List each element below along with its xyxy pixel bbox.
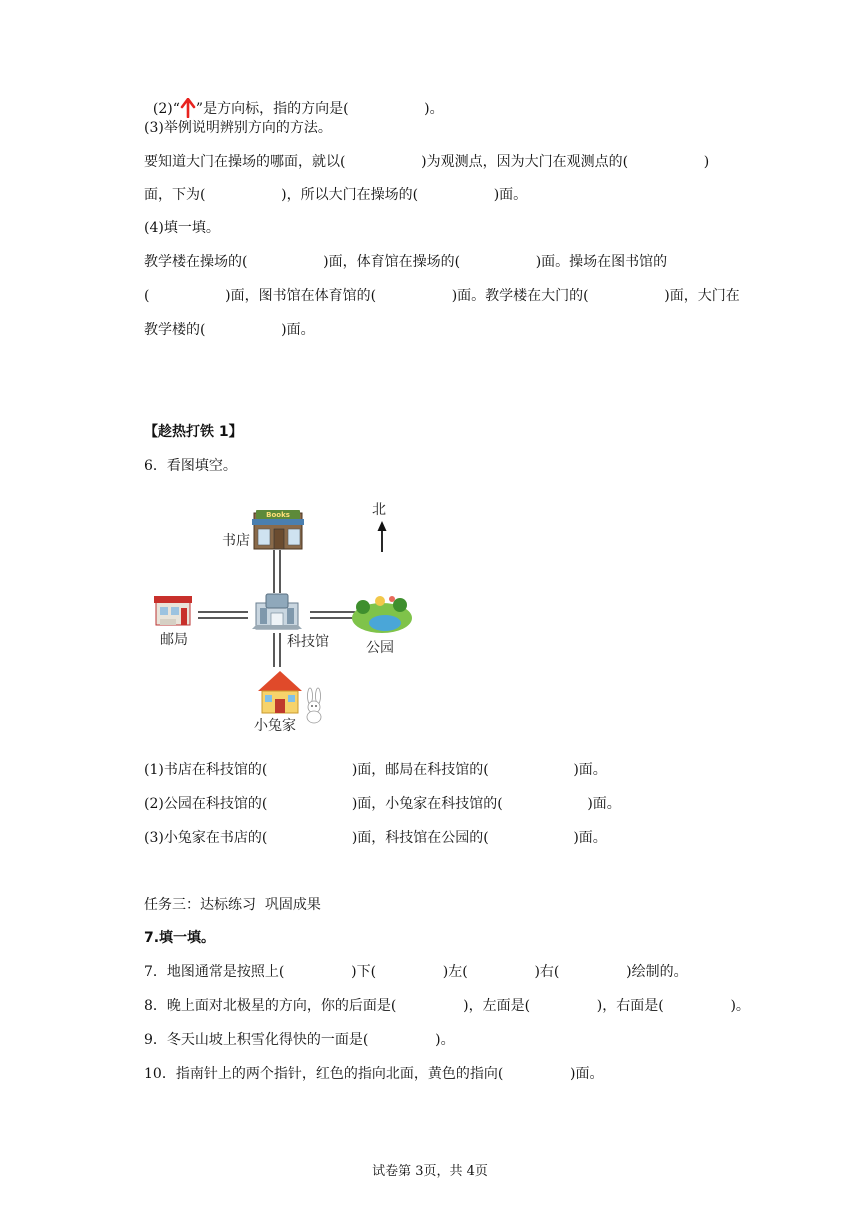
science-museum-icon [252, 594, 302, 629]
north-arrow-icon [378, 521, 387, 552]
q9: 9．冬天山坡上积雪化得快的一面是( )。 [144, 1032, 455, 1048]
q5-part4-title: (4)填一填。 [144, 220, 220, 236]
map-label-bookstore: 书店 [222, 533, 250, 549]
bookstore-icon [252, 510, 304, 549]
page-footer: 试卷第 3页，共 4页 [372, 1164, 488, 1179]
map-label-post-office: 邮局 [160, 632, 188, 648]
park-icon [352, 596, 412, 633]
q6-line1: (1)书店在科技馆的( )面，邮局在科技馆的( )面。 [144, 762, 607, 778]
q5-part4-line2: ( )面，图书馆在体育馆的( )面。教学楼在大门的( )面，大门在 [144, 288, 740, 304]
red-up-arrow-icon [180, 98, 196, 118]
map-roads [140, 495, 430, 745]
map-label-rabbit-home: 小兔家 [254, 718, 296, 734]
q6-title: 6．看图填空。 [144, 458, 237, 474]
rabbit-icon [307, 688, 321, 723]
post-office-icon [154, 596, 192, 625]
q7: 7．地图通常是按照上( )下( )左( )右( )绘制的。 [144, 964, 688, 980]
map-label-science-museum: 科技馆 [287, 634, 329, 650]
map-label-north: 北 [372, 502, 386, 518]
rabbit-home-icon [258, 671, 302, 713]
q5-part3-line2: 面，下为( )，所以大门在操场的( )面。 [144, 187, 528, 203]
q5-part3-line1: 要知道大门在操场的哪面，就以( )为观测点，因为大门在观测点的( ) [144, 154, 710, 170]
task3-heading: 任务三：达标练习 巩固成果 [144, 897, 321, 913]
q5-part4-line3: 教学楼的( )面。 [144, 322, 315, 338]
books-sign-text: Books [266, 511, 290, 519]
section-heading: 【趁热打铁 1】 [144, 424, 243, 440]
q5-part2 [144, 78, 444, 119]
q5-part4-line1: 教学楼在操场的( )面，体育馆在操场的( )面。操场在图书馆的 [144, 254, 668, 270]
q6-line3: (3)小兔家在书店的( )面，科技馆在公园的( )面。 [144, 830, 607, 846]
map-label-park: 公园 [366, 640, 394, 656]
q5-part2-before: (2)“ [152, 101, 180, 117]
direction-map [140, 495, 430, 745]
q6-line2: (2)公园在科技馆的( )面，小兔家在科技馆的( )面。 [144, 796, 621, 812]
q7-heading: 7.填一填。 [144, 930, 216, 946]
q5-part2-after: ”是方向标，指的方向是( )。 [195, 101, 444, 117]
q8: 8．晚上面对北极星的方向，你的后面是( )，左面是( )，右面是( )。 [144, 998, 750, 1014]
q10: 10．指南针上的两个指针，红色的指向北面，黄色的指向( )面。 [144, 1066, 604, 1082]
q5-part3-title: (3)举例说明辨别方向的方法。 [144, 120, 332, 136]
